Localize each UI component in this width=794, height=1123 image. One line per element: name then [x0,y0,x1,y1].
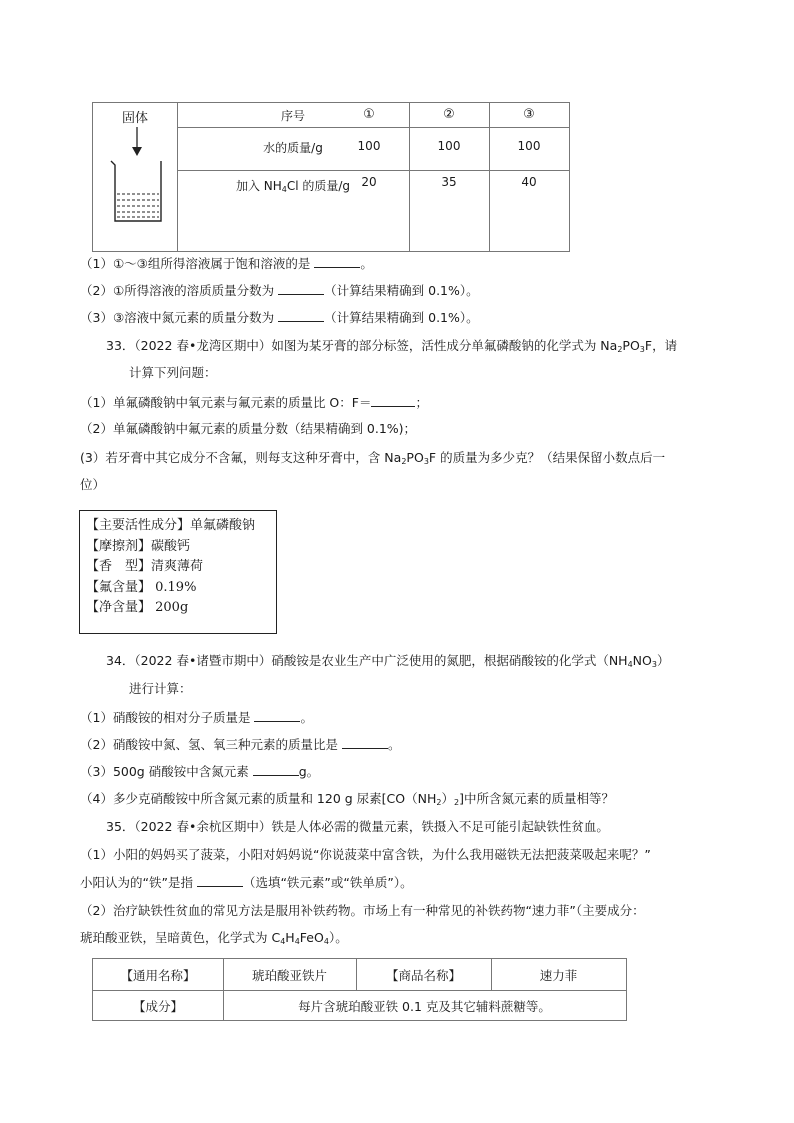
q35-part1-line1: （1）小阳的妈妈买了菠菜，小阳对妈妈说“你说菠菜中富含铁，为什么我用磁铁无法把菠菜吸起来呢？” [80,847,651,862]
ingredients-label: 【成分】 [132,999,183,1014]
q34-intro-line2: 进行计算： [129,681,192,696]
q35-part2-line1: （2）治疗缺铁性贫血的常见方法是服用补铁药物。市场上有一种常见的补铁药物“速力菲”（主要成分： [80,903,645,918]
medicine-table [92,958,627,1021]
answer-blank[interactable] [314,254,360,268]
col-head-2: ② [443,107,455,122]
answer-blank[interactable] [342,735,388,749]
experiment-table [92,102,570,252]
nh4cl-2: 35 [441,175,457,189]
q33-part2: （2）单氟磷酸钠中氟元素的质量分数（结果精确到 0.1%)； [80,421,417,436]
row-label-nh4cl: 加入 $NH_4Cl$ 的质量/g [235,179,351,194]
row-label-water: 水的质量/g [263,141,323,155]
label-row: 【香 型】清爽薄荷 [86,559,204,574]
ingredients-value: 每片含琥珀酸亚铁 0.1 克及其它辅料蔗糖等。 [298,999,551,1014]
water-1: 100 [357,139,381,153]
q33-part1: （1）单氟磷酸钠中氧元素与氟元素的质量比 O：F＝ ； [80,395,428,410]
generic-name-label: 【通用名称】 [120,968,196,983]
generic-name-value: 琥珀酸亚铁片 [251,968,327,983]
q34-part4: （4）多少克硝酸铵中所含氮元素的质量和 120 g 尿素$[CO(NH_2)_2]$中所含氮元素的质量相等？ [80,791,614,807]
label-row: 【净含量】 200g [86,600,189,615]
label-row: 【摩擦剂】碳酸钙 [86,538,191,554]
q32-part3: （3）③溶液中氮元素的质量分数为 （计算结果精确到 0.1%）。 [80,310,479,325]
label-row: 【主要活性成分】单氟磷酸钠 [86,518,256,533]
q34-part1: （1）硝酸铵的相对分子质量是 。 [80,710,313,725]
q34-part3: （3）500g 硝酸铵中含氮元素 g。 [80,764,320,779]
answer-blank[interactable] [278,308,324,322]
q35-part1-line2: 小阳认为的“铁”是指 （选填“铁元素”或“铁单质”）。 [80,875,413,890]
q34-intro: 34．（2022 春•诸暨市期中）硝酸铵是农业生产中广泛使用的氮肥，根据硝酸铵的化学式$(NH_4NO_3)$ [106,653,670,669]
answer-blank[interactable] [254,708,300,722]
answer-blank[interactable] [371,393,415,407]
product-name-label: 【商品名称】 [385,968,461,983]
q35-intro: 35．（2022 春•余杭区期中）铁是人体必需的微量元素，铁摄入不足可能引起缺铁性贫血。 [106,819,609,834]
solid-label: 固体 [121,111,148,126]
answer-blank[interactable] [278,281,324,295]
product-name-value: 速力菲 [539,968,578,983]
water-2: 100 [437,139,461,153]
table-divider [93,990,626,991]
q33-intro-line2: 计算下列问题： [129,365,217,380]
col-head-3: ③ [523,107,535,122]
beaker-diagram [103,125,167,225]
row-label-index: 序号 [280,109,305,123]
q33-part3: (3）若牙膏中其它成分不含氟，则每支这种牙膏中，含 $Na_2PO_3F$ 的质量为多少克？（结果保留小数点后一 [80,450,666,466]
table-divider [177,170,569,171]
q35-part2-line2: 琥珀酸亚铁，呈暗黄色，化学式为 $C_4H_4FeO_4$）。 [80,930,348,946]
table-divider [177,127,569,128]
nh4cl-1: 20 [361,175,377,189]
toothpaste-label [79,510,277,634]
q32-part2: （2）①所得溶液的溶质质量分数为 （计算结果精确到 0.1%）。 [80,283,479,298]
q33-part3-line2: 位） [80,477,106,492]
answer-blank[interactable] [197,873,243,887]
col-head-1: ① [363,107,375,122]
water-3: 100 [517,139,541,153]
q34-part2: （2）硝酸铵中氮、氢、氧三种元素的质量比是 。 [80,737,401,752]
answer-blank[interactable] [253,762,299,776]
q33-intro: 33．（2022 春•龙湾区期中）如图为某牙膏的部分标签，活性成分单氟磷酸钠的化学式为 $Na_2PO_3F$，请 [106,338,678,354]
q32-part1: （1）①～③组所得溶液属于饱和溶液的是 。 [80,256,373,271]
nh4cl-3: 40 [521,175,537,189]
label-row: 【氟含量】 0.19% [86,579,197,595]
